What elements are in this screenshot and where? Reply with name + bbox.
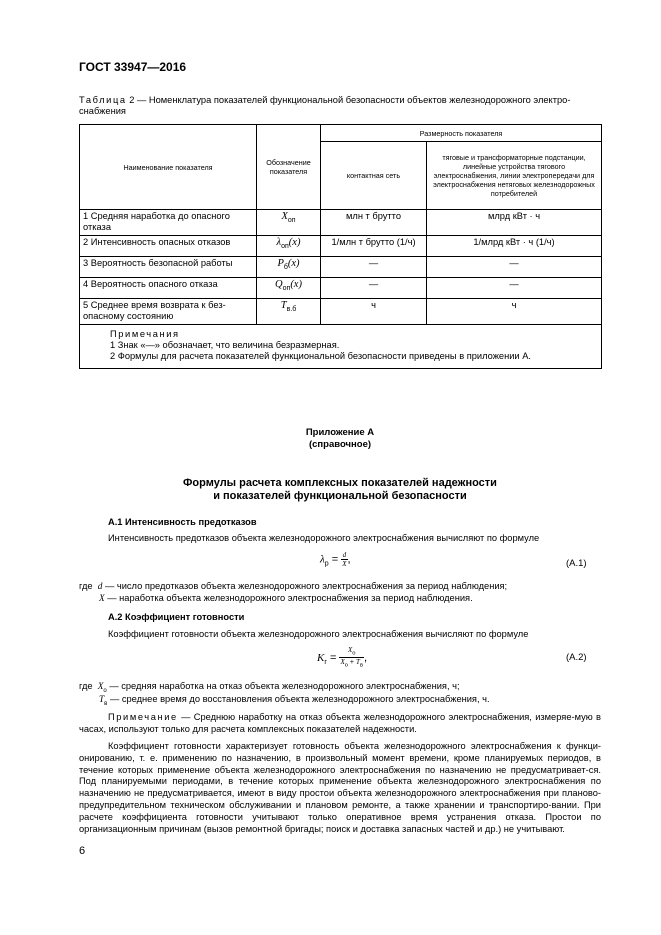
- row-name: 2 Интенсивность опасных отказов: [80, 236, 257, 257]
- section-a2-intro: Коэффициент готовности объекта железнодорожного электроснабжения вычисляют по формуле: [108, 629, 529, 639]
- section-a2-note: [79, 712, 601, 736]
- table-row: [80, 278, 602, 299]
- appendix-heading-line1: Формулы расчета комплексных показателей надежности: [183, 477, 497, 489]
- page-number: 6: [79, 845, 86, 857]
- eq-number-a2: (А.2): [566, 652, 587, 663]
- table-row: [80, 210, 602, 236]
- row-name: 4 Вероятность опасного отказа: [80, 278, 257, 299]
- row-name: 5 Среднее время возврата к без-опасному состоянию: [80, 299, 257, 325]
- table-caption-prefix: Таблица: [79, 95, 127, 105]
- table-row: [80, 299, 602, 325]
- row-symbol: $X_{оп}$: [257, 210, 321, 236]
- col-header-contact: контактная сеть: [321, 142, 427, 210]
- eq-number-a1: (А.1): [566, 558, 587, 569]
- where-x-line: X — наработка объекта железнодорожного электроснабжения за период наблюдения.: [99, 593, 473, 604]
- col-header-traction: тяговые и трансформаторные подстанции, линейные устройства тягового электроснабжения, линии электропередачи для электроснабжения нетяговых железнодорожных потребителей: [427, 142, 602, 210]
- row-traction-unit: —: [427, 278, 602, 299]
- note-item: 1 Знак «—» обозначает, что величина безразмерная.: [110, 340, 340, 350]
- indicators-table: [79, 124, 602, 369]
- where-d-line: где d — число предотказов объекта железнодорожного электроснабжения за период наблюдения;: [79, 581, 508, 592]
- row-contact-unit: 1/млн т брутто (1/ч): [321, 236, 427, 257]
- note-text: — Среднюю наработку на отказ объекта железнодорожного электроснабжения, измеряе-мую в часах, используют только для расчета комплексных показателей надежности.: [79, 712, 601, 734]
- col-header-name: Наименование показателя: [80, 125, 257, 210]
- appendix-subtitle: (справочное): [308, 439, 372, 450]
- section-a2-paragraph: Коэффициент готовности характеризует готовность объекта железнодорожного электроснабжения к функци-онированию, т. е. применению по назначению, в произвольный момент времени, кроме планируемых периодов, в течение которых применение объекта железнодорожного электроснабжения по назначению не предусматривает-ся. Под планируемыми периодами, в течение которых применение объекта железнодорожного электроснабжения по назначению не предусматривается, имеют в виду простои объекта железнодорожного электроснабжения при планово-предупредительном техническом обслуживании и плановом ремонте, а также хранении и транспортиро-вании. При расчете коэффициента готовности учитывают только оперативное время устранения отказа. Простои по организационным причинам (вызов ремонтной бригады; поиск и доставка запасных частей и др.) не учитывают.: [79, 741, 601, 834]
- table-row: [80, 236, 602, 257]
- appendix-heading-line2: и показателей функциональной безопасности: [213, 490, 467, 502]
- row-name: 1 Средняя наработка до опасного отказа: [80, 210, 257, 236]
- section-a2-title: А.2 Коэффициент готовности: [108, 612, 245, 622]
- row-traction-unit: ч: [427, 299, 602, 325]
- appendix-title: Приложение А: [305, 427, 375, 438]
- where-xo-line: где $X_o$ — средняя наработка на отказ объекта железнодорожного электроснабжения, ч;: [79, 681, 460, 694]
- row-traction-unit: млрд кВт · ч: [427, 210, 602, 236]
- row-name: 3 Вероятность безопасной работы: [80, 257, 257, 278]
- row-symbol: $Q_{оп}(x)$: [257, 278, 321, 299]
- table-row: [80, 257, 602, 278]
- document-header: ГОСТ 33947—2016: [79, 60, 187, 74]
- row-contact-unit: —: [321, 278, 427, 299]
- row-symbol: $\lambda_{оп}(x)$: [257, 236, 321, 257]
- formula-a1: $\lambda_p$ = $\frac{d}{X}$ ,: [320, 551, 351, 568]
- notes-title: Примечания: [110, 329, 180, 339]
- formula-a2: $K_г$ = $\frac{X_o}{X_o + T_в}$ ,: [317, 646, 368, 669]
- table-caption-number: 2: [129, 95, 135, 105]
- row-symbol: $T_{в.б}$: [257, 299, 321, 325]
- row-contact-unit: —: [321, 257, 427, 278]
- table-caption: [79, 95, 599, 117]
- table-notes: [80, 325, 602, 369]
- where-tb-line: $T_в$ — среднее время до восстановления объекта железнодорожного электроснабжения, ч.: [99, 694, 490, 707]
- col-header-symbol: Обозначение показателя: [257, 125, 321, 210]
- row-traction-unit: 1/млрд кВт · ч (1/ч): [427, 236, 602, 257]
- row-contact-unit: млн т брутто: [321, 210, 427, 236]
- section-a1-title: А.1 Интенсивность предотказов: [108, 517, 257, 527]
- row-symbol: $P_б(x)$: [257, 257, 321, 278]
- note-item: 2 Формулы для расчета показателей функциональной безопасности приведены в приложении А.: [110, 351, 531, 361]
- table-caption-text: — Номенклатура показателей функциональной безопасности объектов железнодорожного электро-снабжения: [79, 95, 571, 116]
- row-contact-unit: ч: [321, 299, 427, 325]
- row-traction-unit: —: [427, 257, 602, 278]
- note-label: Примечание: [108, 712, 178, 722]
- section-a1-intro: Интенсивность предотказов объекта железнодорожного электроснабжения вычисляют по формуле: [108, 533, 540, 543]
- col-header-dimension: Размерность показателя: [321, 125, 602, 142]
